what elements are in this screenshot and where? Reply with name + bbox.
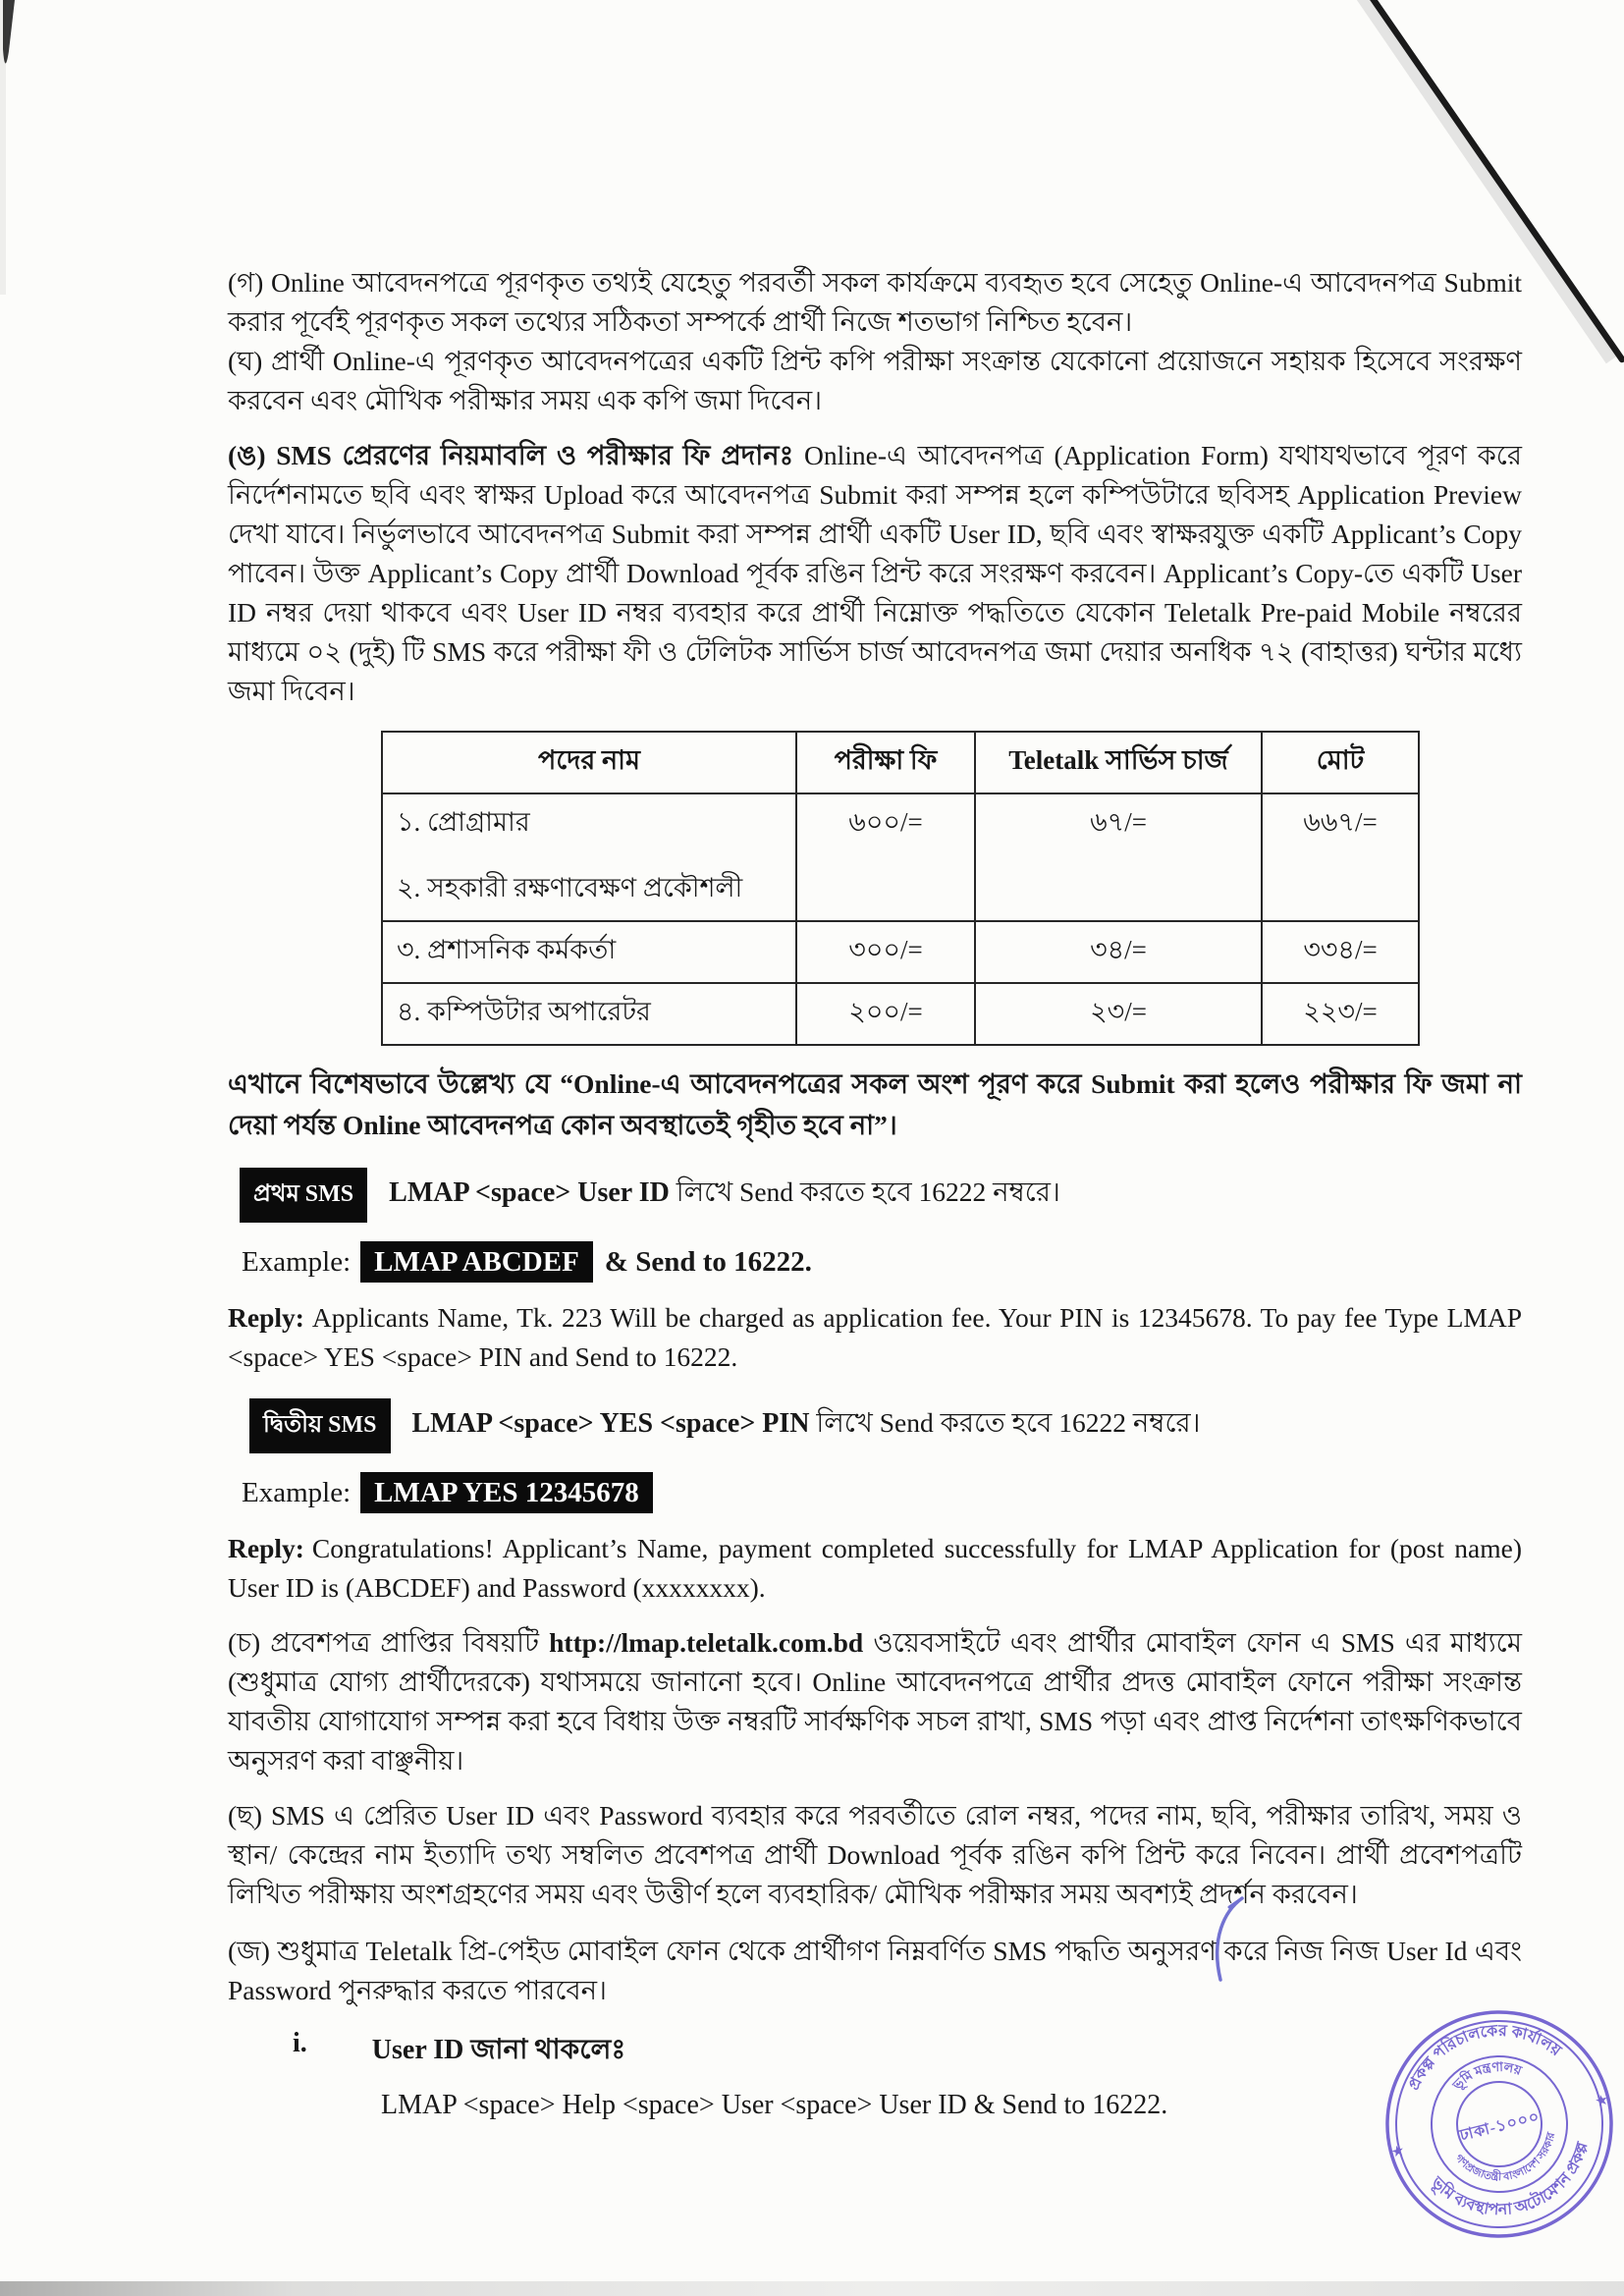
post-line: ১. প্রোগ্রামার <box>397 807 530 837</box>
reply-1 <box>228 1298 1522 1377</box>
reply1-label: Reply: <box>228 1302 304 1333</box>
fee-table-cell-fee: ৩০০/= <box>796 921 975 983</box>
paragraph-ja-text: (জ) শুধুমাত্র Teletalk প্রি-পেইড মোবাইল ফোন থেকে প্রার্থীগণ নিম্নবর্ণিত SMS পদ্ধতি অনুসরণ করে নিজ নিজ User Id এবং Password পুনরুদ্ধার করতে পারবেন। <box>228 1936 1522 2005</box>
fee-table-cell-total: ২২৩/= <box>1262 983 1419 1045</box>
fee-table-row <box>382 793 1419 921</box>
fee-table-cell-fee: ২০০/= <box>796 983 975 1045</box>
fee-table-row <box>382 921 1419 983</box>
paragraph-cha-post: ওয়েবসাইটে এবং প্রার্থীর মোবাইল ফোন এ SMS এর মাধ্যমে (শুধুমাত্র যোগ্য প্রার্থীদেরকে) যথাসময়ে জানানো হবে। Online আবেদনপত্রে প্রার্থীর প্রদত্ত মোবাইল ফোনে পরীক্ষা সংক্রান্ত যাবতীয় যোগাযোগ সম্পন্ন করা হবে বিধায় উক্ত নম্বরটি সার্বক্ষণিক সচল রাখা, SMS পড়া এবং প্রাপ্ত নির্দেশনা তাৎক্ষণিকভাবে অনুসরণ করা বাঞ্ছনীয়। <box>228 1627 1522 1776</box>
fee-table-cell-post: ৪. কম্পিউটার অপারেটর <box>382 983 796 1045</box>
fee-table-cell-total: ৩৩৪/= <box>1262 921 1419 983</box>
sms1-rest: লিখে Send করতে হবে 16222 নম্বরে। <box>669 1176 1060 1207</box>
recovery-command: LMAP <space> Help <space> User <space> User ID & Send to 16222. <box>381 2090 1168 2120</box>
fee-table-cell-service-charge: ২৩/= <box>975 983 1262 1045</box>
recovery-title: User ID জানা থাকলেঃ <box>371 2035 626 2065</box>
paragraph-ungo <box>228 436 1522 711</box>
seal-star-right: ★ <box>1594 2091 1609 2109</box>
sms-step-1 <box>240 1168 1522 1223</box>
paragraph-ga-text: (গ) Online আবেদনপত্রে পূরণকৃত তথ্যই যেহেতু পরবর্তী সকল কার্যক্রমে ব্যবহৃত হবে সেহেতু Online-এ আবেদনপত্র Submit করার পূর্বেই পূরণকৃত সকল তথ্যের সঠিকতা সম্পর্কে প্রার্থী নিজে শতভাগ নিশ্চিত হবেন। <box>228 267 1522 337</box>
fee-table-cell-service-charge: ৩৪/= <box>975 921 1262 983</box>
paragraph-gha-text: (ঘ) প্রার্থী Online-এ পূরণকৃত আবেদনপত্রের একটি প্রিন্ট কপি পরীক্ষা সংক্রান্ত যেকোনো প্রয়োজনে সহায়ক হিসেবে সংরক্ষণ করবেন এবং মৌখিক পরীক্ষার সময় এক কপি জমা দিবেন। <box>228 346 1522 415</box>
fee-table-cell-fee: ৬০০/= <box>796 793 975 921</box>
example1-label: Example: <box>242 1246 352 1278</box>
paragraph-cha-pre: (চ) প্রবেশপত্র প্রাপ্তির বিষয়টি <box>228 1627 550 1658</box>
reply2-text: Congratulations! Applicant’s Name, payment completed successfully for LMAP Application for (post name) User ID is (ABCDEF) and Password (xxxxxxxx). <box>228 1533 1522 1603</box>
paragraph-gha <box>228 342 1522 420</box>
document-content <box>228 263 1522 2121</box>
fee-table-header-fee: পরীক্ষা ফি <box>796 732 975 793</box>
sms1-command: LMAP <space> User ID <box>389 1177 670 1208</box>
fee-table-cell-service-charge: ৬৭/= <box>975 793 1262 921</box>
scan-artifact-bottom-shadow <box>0 2281 1624 2296</box>
important-note-text: এখানে বিশেষভাবে উল্লেখ্য যে “Online-এ আবেদনপত্রের সকল অংশ পূরণ করে Submit করা হলেও পরীক্ষার ফি জমা না দেয়া পর্যন্ত Online আবেদনপত্র কোন অবস্থাতেই গৃহীত হবে না”। <box>228 1068 1522 1140</box>
reply1-text: Applicants Name, Tk. 223 Will be charged as application fee. Your PIN is 12345678. To pay fee Type LMAP <space> YES <space> PIN and Send to 16222. <box>228 1302 1522 1372</box>
important-note <box>228 1064 1522 1146</box>
fee-table-row <box>382 983 1419 1045</box>
fee-table <box>381 731 1420 1046</box>
seal-center-text: ঢাকা-১০০০ <box>1458 2108 1543 2145</box>
post-line: ২. সহকারী রক্ষণাবেক্ষণ প্রকৌশলী <box>397 873 743 902</box>
svg-text:ভূমি ব্যবস্থাপনা অটোমেশন প্রকল <box>1424 2136 1604 2237</box>
recovery-index: i. <box>293 2028 307 2058</box>
fee-table-header-service-charge: Teletalk সার্ভিস চার্জ <box>975 732 1262 793</box>
example-1 <box>242 1246 1522 1279</box>
fee-table-header-total: মোট <box>1262 732 1419 793</box>
sms1-badge: প্রথম SMS <box>240 1168 367 1223</box>
recovery-heading <box>293 2028 1522 2074</box>
example1-rest: & Send to 16222. <box>604 1246 812 1278</box>
paragraph-chha-text: (ছ) SMS এ প্রেরিত User ID এবং Password ব্যবহার করে পরবর্তীতে রোল নম্বর, পদের নাম, ছবি, পরীক্ষার তারিখ, সময় ও স্থান/ কেন্দ্রের নাম ইত্যাদি তথ্য সম্বলিত প্রবেশপত্র প্রার্থী Download পূর্বক রঙিন কপি প্রিন্ট করে নিবেন। প্রার্থী প্রবেশপত্রটি লিখিত পরীক্ষায় অংশগ্রহণের সময় এবং উত্তীর্ণ হলে ব্যবহারিক/ মৌখিক পরীক্ষার সময় অবশ্যই প্রদর্শন করবেন। <box>228 1800 1522 1909</box>
paragraph-ga <box>228 263 1522 342</box>
sms-step-2 <box>249 1398 1522 1453</box>
example-2 <box>242 1477 1522 1509</box>
sms2-command: LMAP <space> YES <space> PIN <box>411 1408 810 1439</box>
seal-star-left: ★ <box>1390 2142 1406 2160</box>
paragraph-ja <box>228 1932 1522 2010</box>
reply2-label: Reply: <box>228 1533 304 1563</box>
sms2-badge: দ্বিতীয় SMS <box>249 1398 391 1453</box>
seal-outer-bottom-text: ভূমি ব্যবস্থাপনা অটোমেশন প্রকল্প <box>1428 2140 1592 2219</box>
scan-artifact-corner-mark <box>0 0 39 324</box>
example2-badge: LMAP YES 12345678 <box>360 1472 653 1513</box>
admit-card-url: http://lmap.teletalk.com.bd <box>549 1627 864 1658</box>
seal-outer-top-text: প্রকল্প পরিচালকের কার্যালয় <box>1405 2022 1564 2094</box>
fee-table-cell-post <box>382 793 796 921</box>
paragraph-chha <box>228 1796 1522 1914</box>
example2-label: Example: <box>242 1477 352 1508</box>
paragraph-ungo-heading: (ঙ) SMS প্রেরণের নিয়মাবলি ও পরীক্ষার ফি প্রদানঃ <box>228 440 794 470</box>
seal-inner-top-text: ভূমি মন্ত্রণালয় <box>1449 2058 1524 2093</box>
paragraph-ungo-body: Online-এ আবেদনপত্র (Application Form) যথাযথভাবে পূরণ করে নির্দেশনামতে ছবি এবং স্বাক্ষর Upload করে আবেদনপত্র Submit করা সম্পন্ন হলে কম্পিউটারে ছবিসহ Application Preview দেখা যাবে। নির্ভুলভাবে আবেদনপত্র Submit করা সম্পন্ন প্রার্থী একটি User ID, ছবি এবং স্বাক্ষরযুক্ত একটি Applicant’s Copy পাবেন। উক্ত Applicant’s Copy প্রার্থী Download পূর্বক রঙিন প্রিন্ট করে সংরক্ষণ করবেন। Applicant’s Copy-তে একটি User ID নম্বর দেয়া থাকবে এবং User ID নম্বর ব্যবহার করে প্রার্থী নিম্নোক্ত পদ্ধতিতে যেকোন Teletalk Pre-paid Mobile নম্বরের মাধ্যমে ০২ (দুই) টি SMS করে পরীক্ষা ফী ও টেলিটক সার্ভিস চার্জ আবেদনপত্র জমা দেয়ার অনধিক ৭২ (বাহাত্তর) ঘন্টার মধ্যে জমা দিবেন। <box>228 440 1522 706</box>
fee-table-cell-post: ৩. প্রশাসনিক কর্মকর্তা <box>382 921 796 983</box>
seal-inner-bottom-text: গণপ্রজাতন্ত্রী বাংলাদেশ সরকার <box>1452 2131 1558 2184</box>
sms2-rest: লিখে Send করতে হবে 16222 নম্বরে। <box>809 1407 1201 1438</box>
fee-table-cell-total: ৬৬৭/= <box>1262 793 1419 921</box>
fee-table-header-row <box>382 732 1419 793</box>
example1-badge: LMAP ABCDEF <box>360 1241 593 1283</box>
fee-table-header-post: পদের নাম <box>382 732 796 793</box>
paragraph-cha <box>228 1623 1522 1780</box>
reply-2 <box>228 1529 1522 1608</box>
